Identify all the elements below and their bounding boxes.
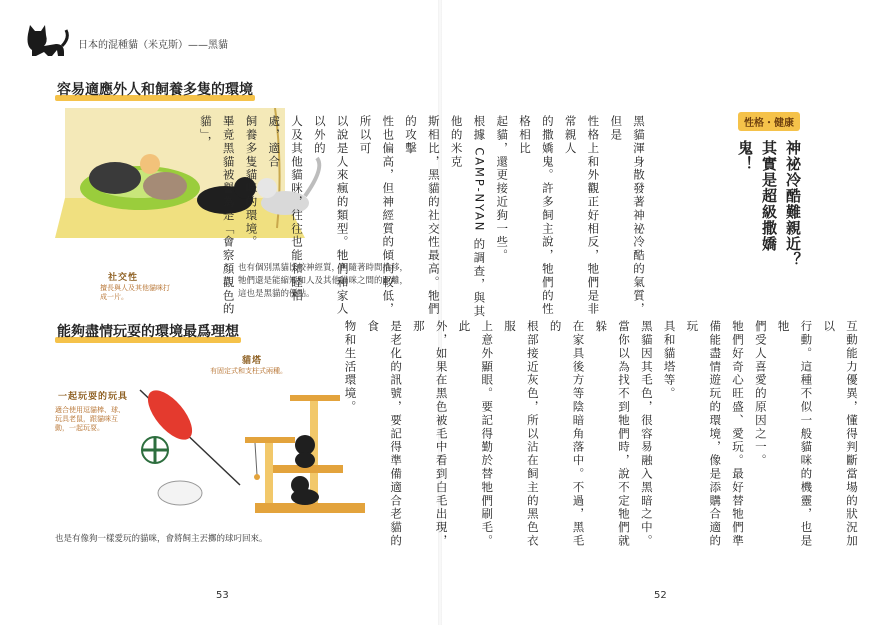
caption-play: 也是有像狗一樣愛玩的貓咪，會將飼主丟擲的球叼回來。 bbox=[55, 534, 268, 544]
headline: 神祕冷酷難親近？ 其實是超級撒嬌鬼！ bbox=[736, 140, 802, 268]
running-head: 日本的混種貓（米克斯）——黑貓 bbox=[78, 40, 228, 51]
cat-tower-note: 有固定式和支柱式兩種。 bbox=[210, 367, 287, 375]
toys-note: 適合使用逗貓棒、球、玩具老鼠，跟貓咪互動，一起玩耍。 bbox=[55, 406, 125, 432]
page-number-left: 53 bbox=[216, 590, 229, 601]
caption-social: 也有個別黑貓比較神經質，但隨著時間推移，牠們還是能縮短和人及其他貓咪之間的距離，這也是黑貓的優點。 bbox=[238, 263, 409, 299]
body-text-top: 黑貓渾身散發著神祕冷酷的氣質，但是 性格上和外觀正好相反，牠們是非常親人 的撒嬌鬼。許多飼主說，牠們的性格相比 起貓，還更接近狗一些。 根據 CAMP-NYAN 的調查，與其他的米克 斯相比，黑貓的社交性最高。牠們的攻擊 性也偏高，但神經質的傾向較低，所以可 以說是人來瘋的類型。牠們和家人以外的 人及其他貓咪，往往也能和睦相處，適合 飼養多隻貓咪的環境。 畢竟黑貓被譽為是「會察顏觀色的貓」， bbox=[198, 115, 646, 319]
section-title-adaptability: 容易適應外人和飼養多隻的環境 bbox=[57, 82, 253, 98]
social-label: 社交性 bbox=[108, 273, 139, 283]
cat-tower-label: 貓塔 bbox=[242, 356, 263, 366]
topic-tag: 性格・健康 bbox=[738, 112, 800, 131]
toys-label: 一起玩耍的玩具 bbox=[58, 392, 129, 402]
toys-and-cat-tower-illustration bbox=[125, 385, 375, 525]
black-cat-icon bbox=[22, 22, 70, 56]
section-title-play-environment: 能夠盡情玩耍的環境最爲理想 bbox=[57, 324, 239, 340]
body-text-bottom: 互動能力優異，懂得判斷當場的狀況加以 行動。這種不似一般貓咪的機靈，也是牠 們受人喜愛的原因之一。 牠們好奇心旺盛、愛玩。最好替牠們準 備能盡情遊玩的環境，像是添購合適的玩 具和貓塔等。 黑貓因其毛色，很容易融入黑暗之中。 當你以為找不到牠們時，說不定牠們就躲 在家具後方等陰暗角落中。不過，黑毛的 根部接近灰色，所以沾在飼主的黑色衣服 上意外顯眼。要記得勤於替牠們刷毛。此 外，如果在黑色被毛中看到白毛出現，那 是老化的訊號，要記得準備適合老貓的食 物和生活環境。 bbox=[343, 320, 859, 548]
social-note: 擅長與人及其他貓咪打成一片。 bbox=[100, 284, 170, 301]
page-number-right: 52 bbox=[654, 590, 667, 601]
